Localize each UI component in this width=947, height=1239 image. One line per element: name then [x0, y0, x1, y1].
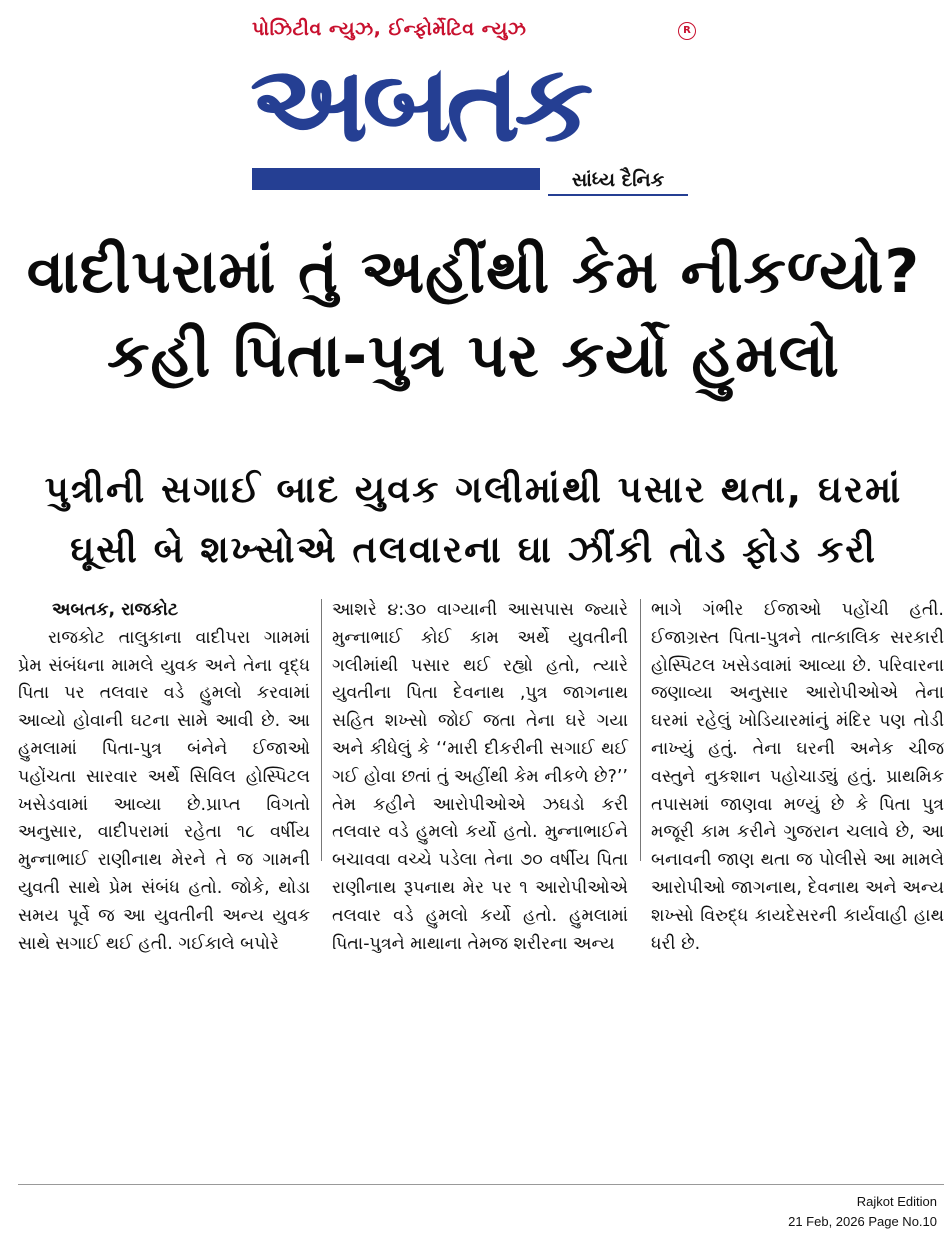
article-column-3	[651, 597, 944, 958]
logo-underline-bar	[252, 168, 540, 190]
subheadline-line-1: પુત્રીની સગાઈ બાદ યુવક ગલીમાંથી પસાર થતા, ઘરમાં	[44, 468, 903, 511]
page-footer	[788, 1192, 937, 1232]
date-page-label: 21 Feb, 2026 Page No.10	[788, 1214, 937, 1229]
newspaper-logo: અબતક	[250, 44, 588, 164]
column-divider	[640, 599, 641, 861]
byline: અબતક, રાજકોટ	[52, 600, 179, 620]
article-paragraph: રાજકોટ તાલુકાના વાદીપરા ગામમાં પ્રેમ સંબંધના મામલે યુવક અને તેના વૃદ્ધ પિતા પર તલવાર વડે હુમલો કરવામાં આવ્યો હોવાની ઘટના સામે આવી છે. આ હુમલામાં પિતા-પુત્ર બંનેને ઈજાઓ પહોંચતા સારવાર અર્થે સિવિલ હોસ્પિટલ ખસેડવામાં આવ્યા છે.પ્રાપ્ત વિગતો અનુસાર, વાદીપરામાં રહેતા ૧૮ વર્ષીય મુન્નાભાઈ રાણીનાથ મેરને તે જ ગામની યુવતી સાથે પ્રેમ સંબંધ હતો. જોકે, થોડા સમય પૂર્વે જ આ યુવતીની અન્ય યુવક સાથે સગાઈ થઈ હતી. ગઈકાલે બપોરે	[18, 627, 310, 954]
article-body	[18, 597, 944, 954]
headline-line-1: વાદીપરામાં તું અહીંથી કેમ નીકળ્યો?	[26, 237, 921, 307]
edition-label: Rajkot Edition	[856, 1194, 937, 1209]
article-paragraph: આશરે ૪:૩૦ વાગ્યાની આસપાસ જ્યારે મુન્નાભાઈ કોઈ કામ અર્થે યુવતીની ગલીમાંથી પસાર થઈ રહ્યો હતો, ત્યારે યુવતીના પિતા દેવનાથ ,પુત્ર જાગનાથ સહિત શખ્સો જોઈ જતા તેના ઘરે ગયા અને કીધેલું કે ‘‘મારી દીકરીની સગાઈ થઈ ગઈ હોવા છતાં તું અહીંથી કેમ નીકળે છે?’’ તેમ કહીને આરોપીઓએ ઝઘડો કરી તલવાર વડે હુમલો કર્યો હતો. મુન્નાભાઈને બચાવવા વચ્ચે પડેલા તેના ૭૦ વર્ષીય પિતા રાણીનાથ રૂપનાથ મેર પર ૧ આરોપીઓએ તલવાર વડે હુમલો કર્યો હતો. હુમલામાં પિતા-પુત્રને માથાના તેમજ શરીરના અન્ય	[332, 600, 628, 954]
registered-mark: R	[678, 22, 696, 40]
article-column-2	[332, 597, 628, 958]
article-column-1	[18, 597, 310, 958]
masthead	[0, 0, 947, 215]
headline	[0, 230, 947, 398]
article-paragraph: ભાગે ગંભીર ઈજાઓ પહોંચી હતી. ઈજાગ્રસ્ત પિતા-પુત્રને તાત્કાલિક સરકારી હોસ્પિટલ ખસેડવામાં આવ્યા છે. પરિવારના જણાવ્યા અનુસાર આરોપીઓએ તેના ઘરમાં રહેલું ખોડિયારમાંનું મંદિર પણ તોડી નાખ્યું હતું. તેના ઘરની અનેક ચીજ વસ્તુને નુકશાન પહોચાડ્યું હતું. પ્રાથમિક તપાસમાં જાણવા મળ્યું છે કે પિતા પુત્ર મજૂરી કામ કરીને ગુજરાન ચલાવે છે, આ બનાવની જાણ થતા જ પોલીસે આ મામલે આરોપીઓ જાગનાથ, દેવનાથ અને અન્ય શખ્સો વિરુદ્ધ કાયદેસરની કાર્યવાહી હાથ ધરી છે.	[651, 600, 944, 954]
masthead-subtitle: સાંધ્ય દૈનિક	[548, 168, 688, 196]
masthead-tagline: પોઝિટીવ ન્યુઝ, ઈન્ફોર્મેટિવ ન્યુઝ	[252, 18, 527, 40]
column-divider	[321, 599, 322, 861]
footer-divider	[18, 1184, 944, 1185]
headline-line-2: કહી પિતા-પુત્ર પર કર્યો હુમલો	[107, 321, 840, 391]
subheadline-line-2: ઘૂસી બે શખ્સોએ તલવારના ઘા ઝીંકી તોડ ફોડ કરી	[70, 528, 877, 571]
subheadline	[0, 460, 947, 580]
